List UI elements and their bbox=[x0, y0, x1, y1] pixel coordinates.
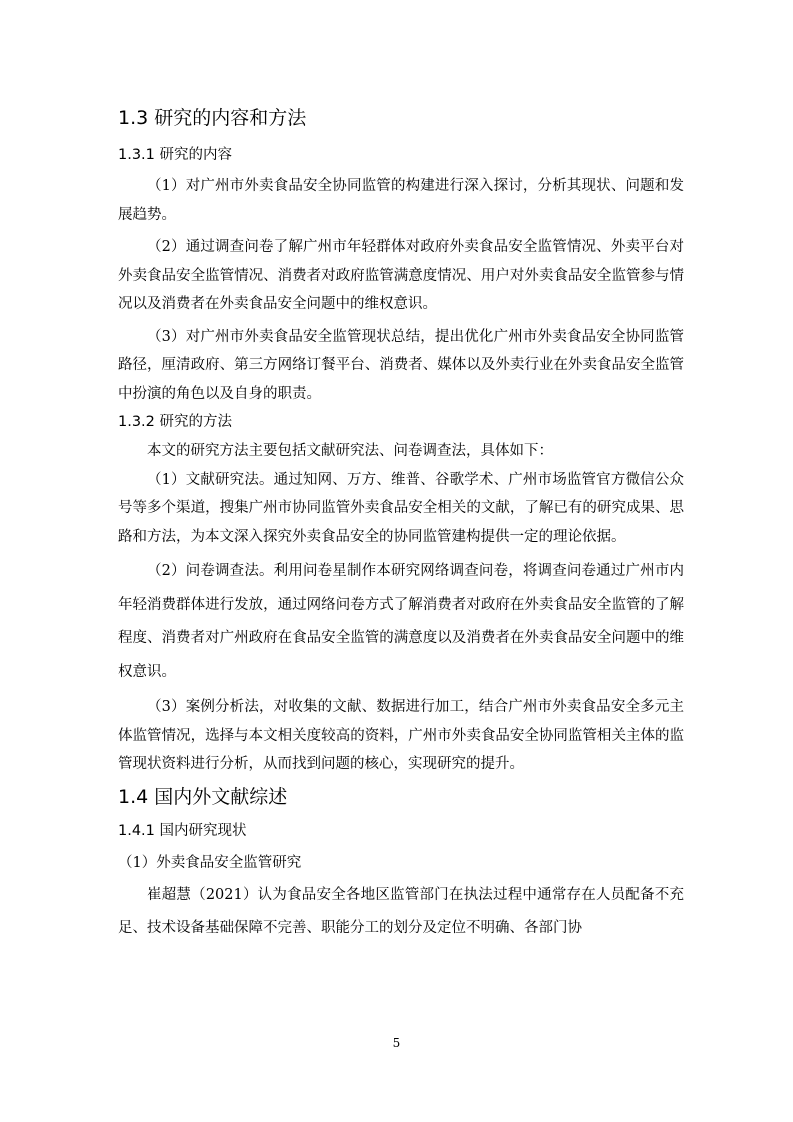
paragraph-domestic-research: 崔超慧（2021）认为食品安全各地区监管部门在执法过程中通常存在人员配备不充足、技术设备基础保障不完善、职能分工的划分及定位不明确、各部门协 bbox=[118, 886, 684, 936]
topic-heading-food-safety: （1）外卖食品安全监管研究 bbox=[118, 854, 302, 871]
subsection-heading-1-3-2: 1.3.2 研究的方法 bbox=[118, 414, 233, 430]
paragraph-content-3: （3）对广州市外卖食品安全监管现状总结，提出优化广州市外卖食品安全协同监管路径，厘清政府、第三方网络订餐平台、消费者、媒体以及外卖行业在外卖食品安全监管中扮演的角色以及自身的职责。 bbox=[118, 328, 684, 402]
subsection-heading-1-3-1: 1.3.1 研究的内容 bbox=[118, 147, 233, 163]
page-number: 5 bbox=[392, 1036, 401, 1050]
document-page bbox=[118, 100, 684, 946]
paragraph-method-literature: （1）文献研究法。通过知网、万方、维普、谷歌学术、广州市场监管官方微信公众号等多个渠道，搜集广州市协同监管外卖食品安全相关的文献，了解已有的研究成果、思路和方法，为本文深入探究外卖食品安全的协同监管建构提供一定的理论依据。 bbox=[118, 471, 684, 545]
paragraph-content-2: （2）通过调查问卷了解广州市年轻群体对政府外卖食品安全监管情况、外卖平台对外卖食品安全监管情况、消费者对政府监管满意度情况、用户对外卖食品安全监管参与情况以及消费者在外卖食品安全问题中的维权意识。 bbox=[118, 239, 684, 312]
paragraph-method-case: （3）案例分析法，对收集的文献、数据进行加工，结合广州市外卖食品安全多元主体监管情况，选择与本文相关度较高的资料，广州市外卖食品安全协同监管相关主体的监管现状资料进行分析，从而找到问题的核心，实现研究的提升。 bbox=[118, 699, 684, 772]
paragraph-content-1: （1）对广州市外卖食品安全协同监管的构建进行深入探讨，分析其现状、问题和发展趋势。 bbox=[118, 178, 684, 223]
subsection-heading-1-4-1: 1.4.1 国内研究现状 bbox=[118, 822, 247, 839]
paragraph-method-survey: （2）问卷调查法。利用问卷星制作本研究网络调查问卷，将调查问卷通过广州市内年轻消费群体进行发放，通过网络问卷方式了解消费者对政府在外卖食品安全监管的了解程度、消费者对广州政府在食品安全监管的满意度以及消费者在外卖食品安全问题中的维权意识。 bbox=[118, 563, 684, 680]
paragraph-methods-intro: 本文的研究方法主要包括文献研究法、问卷调查法，具体如下： bbox=[147, 443, 553, 459]
section-heading-1-3: 1.3 研究的内容和方法 bbox=[118, 107, 307, 129]
section-heading-1-4: 1.4 国内外文献综述 bbox=[118, 785, 288, 808]
